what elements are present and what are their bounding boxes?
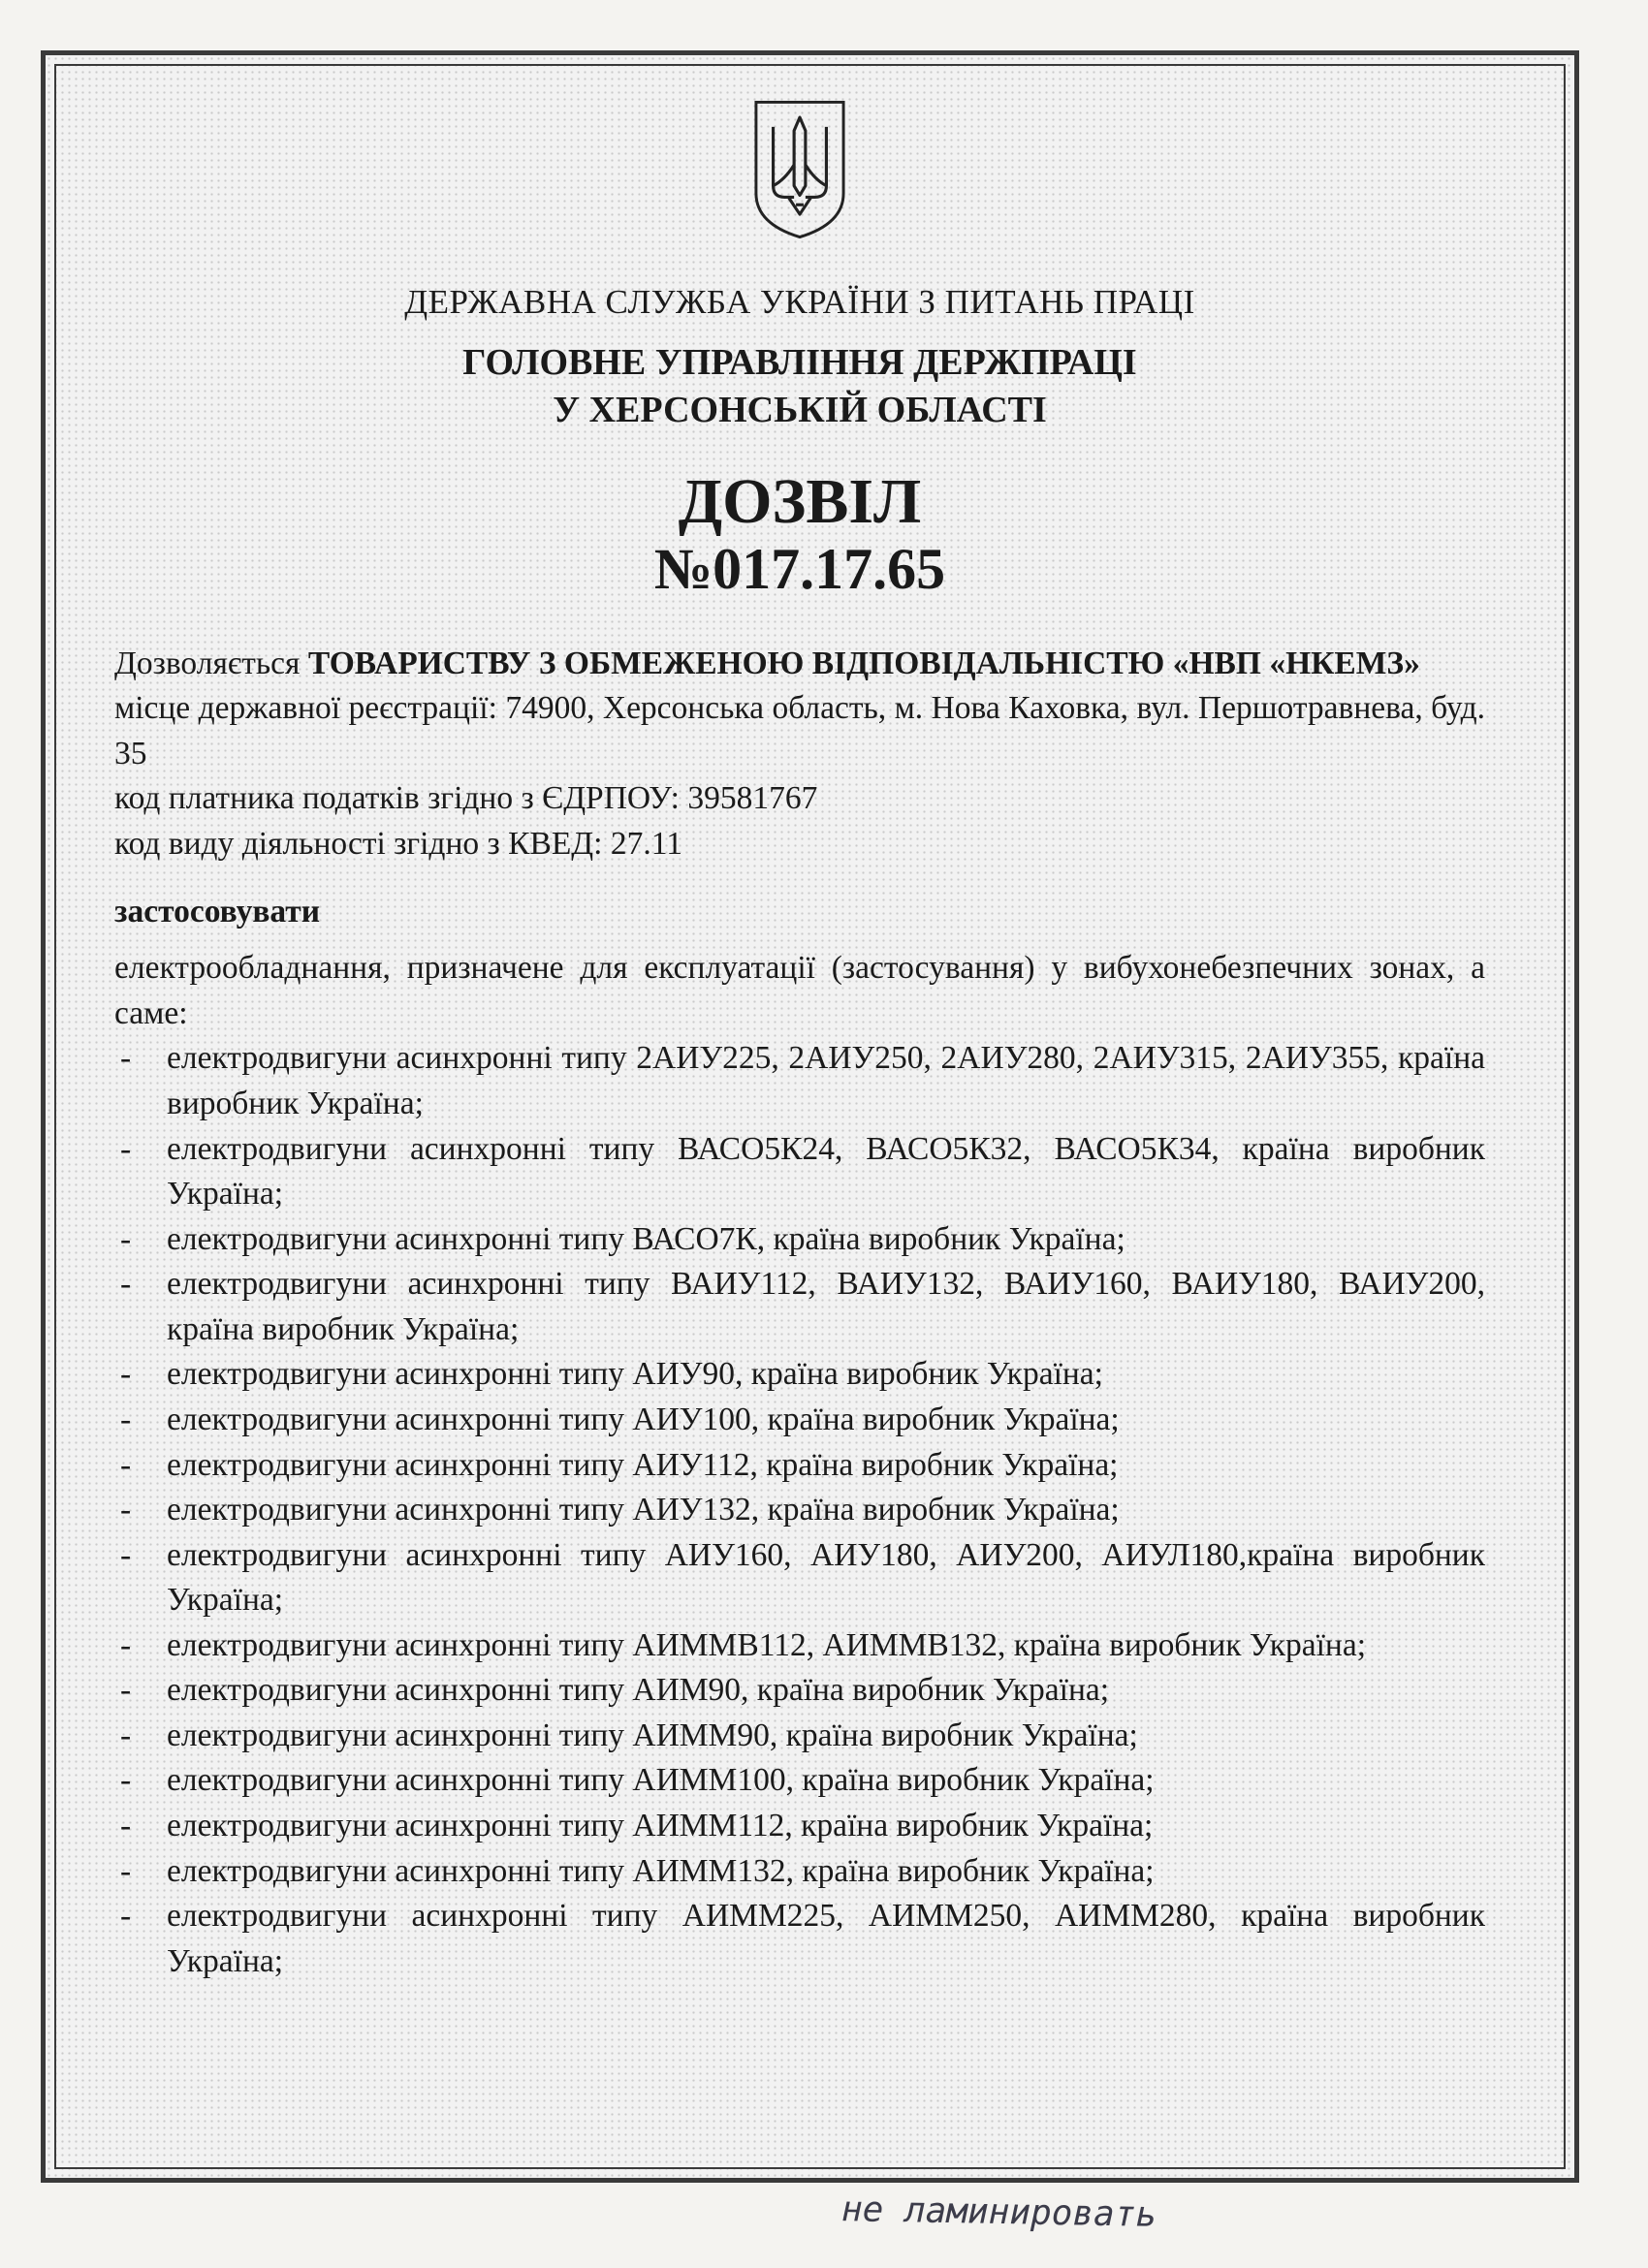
department-name	[114, 339, 1485, 433]
permission-description: електрообладнання, призначене для експлуатації (застосування) у вибухонебезпечних зонах, а саме:	[114, 950, 1485, 1031]
list-item: - електродвигуни асинхронні типу АИММ100, країна виробник Україна;	[120, 1762, 1155, 1799]
list-item: - електродвигуни асинхронні типу АИУ100, країна виробник Україна;	[120, 1401, 1120, 1437]
equipment-list	[114, 1036, 1485, 1984]
list-item: - електродвигуни асинхронні типу АИМ90, країна виробник Україна;	[120, 1672, 1110, 1709]
grantee-name: ТОВАРИСТВУ З ОБМЕЖЕНОЮ ВІДПОВІДАЛЬНІСТЮ «НВП «НКЕМЗ»	[307, 645, 1420, 681]
list-item: - електродвигуни асинхронні типу АИММ112, країна виробник Україна;	[120, 1808, 1154, 1844]
list-item: - електродвигуни асинхронні типу АИУ90, країна виробник Україна;	[120, 1356, 1103, 1393]
list-item: - електродвигуни асинхронні типу 2АИУ225, 2АИУ250, 2АИУ280, 2АИУ315, 2АИУ355, країна виробник Україна;	[120, 1040, 1485, 1122]
list-item: - електродвигуни асинхронні типу АИММ90, країна виробник Україна;	[120, 1717, 1138, 1753]
document-title: ДОЗВІЛ	[678, 466, 922, 538]
document-number: №017.17.65	[653, 536, 946, 601]
list-item: - електродвигуни асинхронні типу АИММВ112, АИММВ132, країна виробник Україна;	[120, 1626, 1366, 1663]
list-item: - електродвигуни асинхронні типу ВАСО7К, країна виробник Україна;	[120, 1220, 1125, 1257]
registration-address: місце державної реєстрації: 74900, Херсонська область, м. Нова Каховка, вул. Першотравнева, буд. 35	[114, 690, 1485, 772]
kved-code: код виду діяльності згідно з КВЕД: 27.11	[114, 825, 682, 862]
trident-coat-of-arms-icon	[752, 97, 847, 242]
list-item: - електродвигуни асинхронні типу ВАСО5К24, ВАСО5К32, ВАСО5К34, країна виробник Україна;	[120, 1130, 1485, 1213]
edrpou-code: код платника податків згідно з ЄДРПОУ: 39581767	[114, 780, 818, 817]
document-body	[114, 97, 1485, 1984]
grant-intro: Дозволяється	[114, 645, 301, 681]
department-line-1: ГОЛОВНЕ УПРАВЛІННЯ ДЕРЖПРАЦІ	[462, 342, 1137, 383]
list-item: - електродвигуни асинхронні типу АИММ225, АИММ250, АИММ280, країна виробник Україна;	[120, 1898, 1485, 1979]
list-item: - електродвигуни асинхронні типу ВАИУ112, ВАИУ132, ВАИУ160, ВАИУ180, ВАИУ200, країна виробник Україна;	[120, 1266, 1485, 1347]
department-line-2: У ХЕРСОНСЬКІЙ ОБЛАСТІ	[553, 389, 1047, 430]
permission-heading: застосовувати	[114, 894, 321, 930]
list-item: - електродвигуни асинхронні типу АИММ132, країна виробник Україна;	[120, 1852, 1155, 1889]
agency-name: ДЕРЖАВНА СЛУЖБА УКРАЇНИ З ПИТАНЬ ПРАЦІ	[404, 283, 1195, 321]
list-item: - електродвигуни асинхронні типу АИУ112, країна виробник Україна;	[120, 1446, 1119, 1483]
list-item: - електродвигуни асинхронні типу АИУ160, АИУ180, АИУ200, АИУЛ180,країна виробник Україна;	[120, 1536, 1485, 1619]
handwritten-note: не ламинировать	[840, 2189, 1157, 2235]
list-item: - електродвигуни асинхронні типу АИУ132, країна виробник Україна;	[120, 1492, 1120, 1528]
grantee-block	[114, 642, 1485, 687]
